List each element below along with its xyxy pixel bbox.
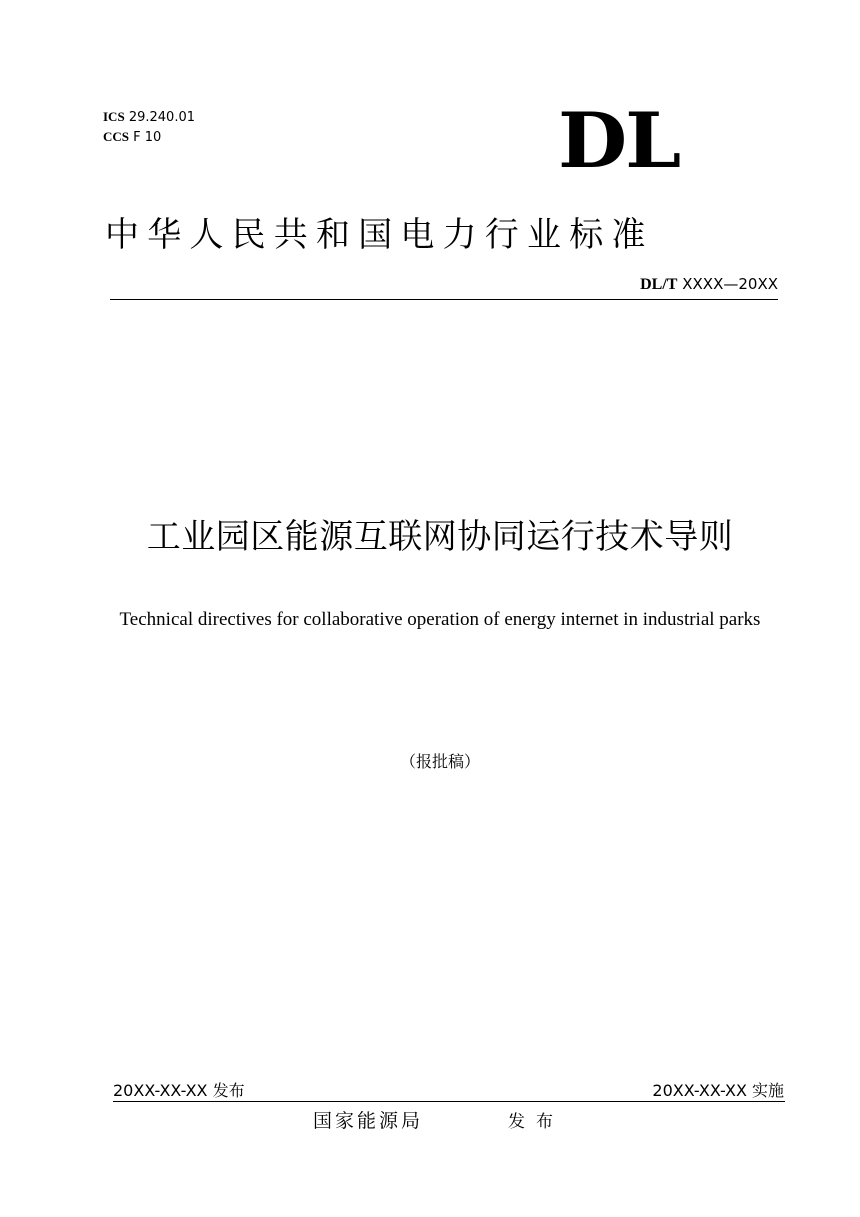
classification-codes	[103, 107, 195, 147]
ics-value: 29.240.01	[128, 110, 195, 125]
ics-code	[103, 107, 195, 127]
ics-label: ICS	[103, 109, 125, 124]
header-divider	[110, 299, 778, 300]
draft-status: （报批稿）	[399, 752, 480, 771]
document-title-chinese: 工业园区能源互联网协同运行技术导则	[146, 517, 734, 557]
dl-logo: DL	[558, 96, 680, 185]
ccs-code	[103, 127, 195, 147]
standard-number	[640, 275, 778, 294]
issuing-authority: 国家能源局	[313, 1110, 424, 1132]
implement-date: 20XX-XX-XX 实施	[652, 1081, 784, 1100]
issue-verb: 发布	[508, 1112, 564, 1132]
publish-date: 20XX-XX-XX 发布	[113, 1081, 245, 1100]
standard-number-prefix: DL/T	[640, 276, 678, 293]
ccs-value: F 10	[133, 130, 162, 145]
standard-category-title: 中华人民共和国电力行业标准	[105, 215, 654, 255]
standard-number-code: XXXX—20XX	[682, 275, 778, 293]
footer-divider	[113, 1101, 785, 1102]
document-title-english: Technical directives for collaborative operation of energy internet in industrial parks	[119, 609, 761, 630]
ccs-label: CCS	[103, 129, 130, 144]
